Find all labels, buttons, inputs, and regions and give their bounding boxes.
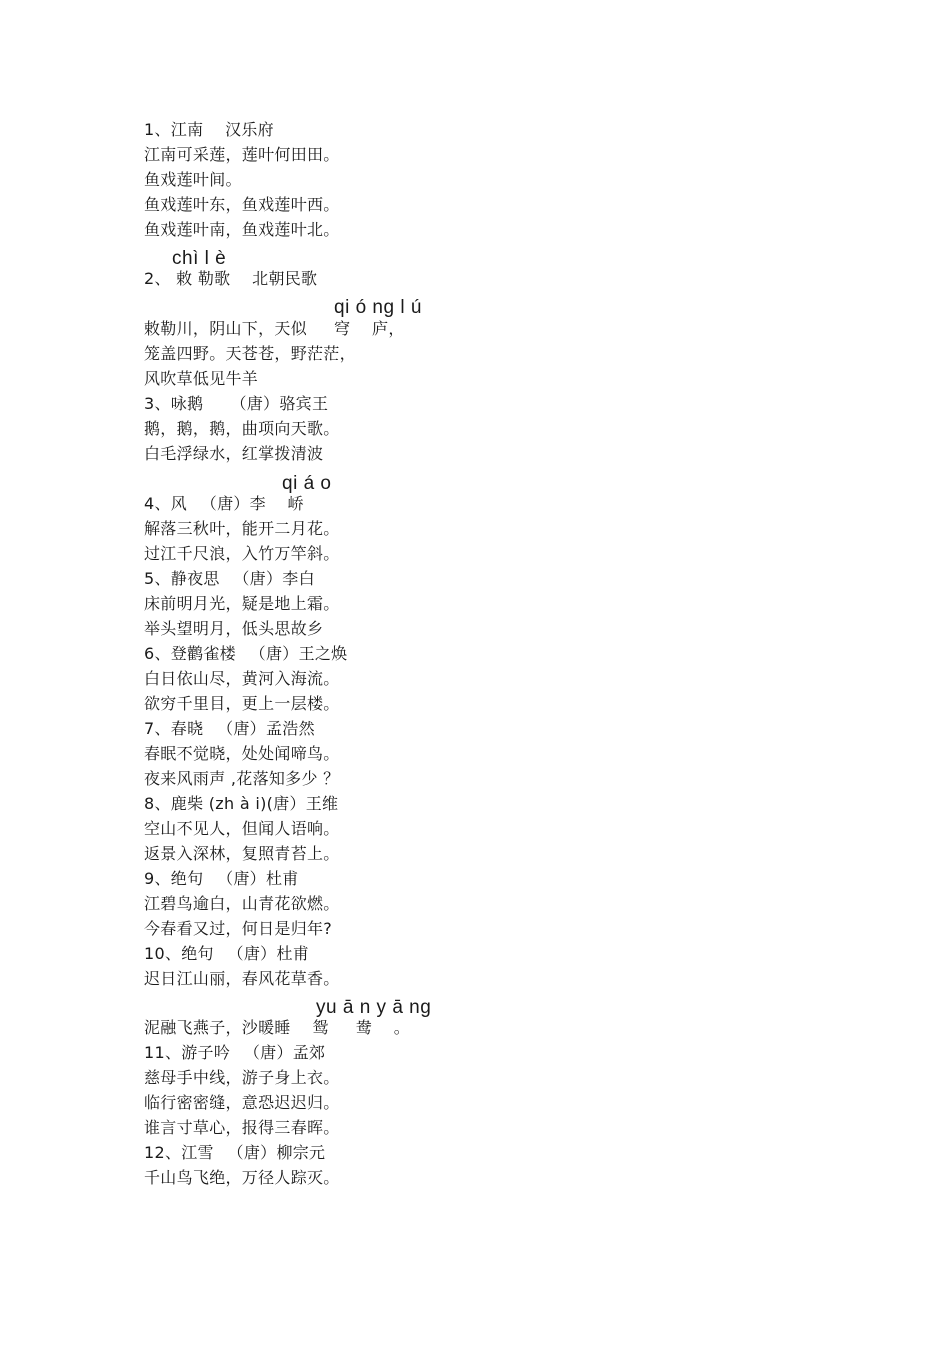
pinyin-yuanyang: yu ā n y ā ng bbox=[316, 997, 432, 1018]
poem-5-line-1: 床前明月光，疑是地上霜。 bbox=[144, 594, 340, 613]
poem-1-title: 1、江南 汉乐府 bbox=[144, 120, 274, 139]
poem-7-title: 7、春晓 （唐）孟浩然 bbox=[144, 719, 315, 738]
poem-3-line-2: 白毛浮绿水，红掌拨清波 bbox=[144, 444, 324, 463]
poem-7-line-2: 夜来风雨声 ,花落知多少 ？ bbox=[144, 769, 340, 788]
pinyin-chile: chì l è bbox=[172, 248, 227, 269]
poem-2-line-2: 笼盖四野。天苍苍，野茫茫， bbox=[144, 344, 356, 363]
poem-6-title: 6、登鹳雀楼 （唐）王之焕 bbox=[144, 644, 348, 663]
poem-11-title: 11、游子吟 （唐）孟郊 bbox=[144, 1043, 326, 1062]
poem-12-line-1: 千山鸟飞绝，万径人踪灭。 bbox=[144, 1168, 340, 1187]
poem-1-line-4: 鱼戏莲叶南，鱼戏莲叶北。 bbox=[144, 220, 340, 239]
poem-9-line-1: 江碧鸟逾白，山青花欲燃。 bbox=[144, 894, 340, 913]
poem-1-line-3: 鱼戏莲叶东，鱼戏莲叶西。 bbox=[144, 195, 340, 214]
poem-1-line-2: 鱼戏莲叶间。 bbox=[144, 170, 242, 189]
poem-9-line-2: 今春看又过，何日是归年? bbox=[144, 919, 333, 938]
poem-4-line-1: 解落三秋叶，能开二月花。 bbox=[144, 519, 340, 538]
poem-11-line-1: 慈母手中线，游子身上衣。 bbox=[144, 1068, 340, 1087]
poem-4-line-2: 过江千尺浪，入竹万竿斜。 bbox=[144, 544, 340, 563]
pinyin-qiao: qi á o bbox=[282, 473, 332, 494]
poem-10-line-2: 泥融飞燕子，沙暖睡 鸳 鸯 。 bbox=[144, 1018, 411, 1037]
pinyin-qionglu: qi ó ng l ú bbox=[334, 297, 422, 318]
poem-2-title: 2、 敕 勒歌 北朝民歌 bbox=[144, 269, 318, 288]
poem-11-line-3: 谁言寸草心，报得三春晖。 bbox=[144, 1118, 340, 1137]
poem-2-line-1: 敕勒川，阴山下，天似 穹 庐， bbox=[144, 319, 405, 338]
poem-11-line-2: 临行密密缝，意恐迟迟归。 bbox=[144, 1093, 340, 1112]
poem-1-line-1: 江南可采莲，莲叶何田田。 bbox=[144, 145, 340, 164]
poem-2-line-3: 风吹草低见牛羊 bbox=[144, 369, 259, 388]
poem-7-line-1: 春眠不觉晓，处处闻啼鸟。 bbox=[144, 744, 340, 763]
poem-9-title: 9、绝句 （唐）杜甫 bbox=[144, 869, 299, 888]
poem-10-title: 10、绝句 （唐）杜甫 bbox=[144, 944, 310, 963]
poem-8-line-1: 空山不见人，但闻人语响。 bbox=[144, 819, 340, 838]
poem-8-line-2: 返景入深林，复照青苔上。 bbox=[144, 844, 340, 863]
poem-8-title: 8、鹿柴 (zh à i)(唐）王维 bbox=[144, 794, 339, 813]
poem-12-title: 12、江雪 （唐）柳宗元 bbox=[144, 1143, 326, 1162]
poem-6-line-2: 欲穷千里目，更上一层楼。 bbox=[144, 694, 340, 713]
poem-3-title: 3、咏鹅 （唐）骆宾王 bbox=[144, 394, 329, 413]
poem-5-title: 5、静夜思 （唐）李白 bbox=[144, 569, 315, 588]
poem-4-title: 4、风 （唐）李 峤 bbox=[144, 494, 304, 513]
poem-10-line-1: 迟日江山丽，春风花草香。 bbox=[144, 969, 340, 988]
poem-3-line-1: 鹅，鹅，鹅，曲项向天歌。 bbox=[144, 419, 340, 438]
poem-6-line-1: 白日依山尽，黄河入海流。 bbox=[144, 669, 340, 688]
poem-5-line-2: 举头望明月，低头思故乡 bbox=[144, 619, 324, 638]
